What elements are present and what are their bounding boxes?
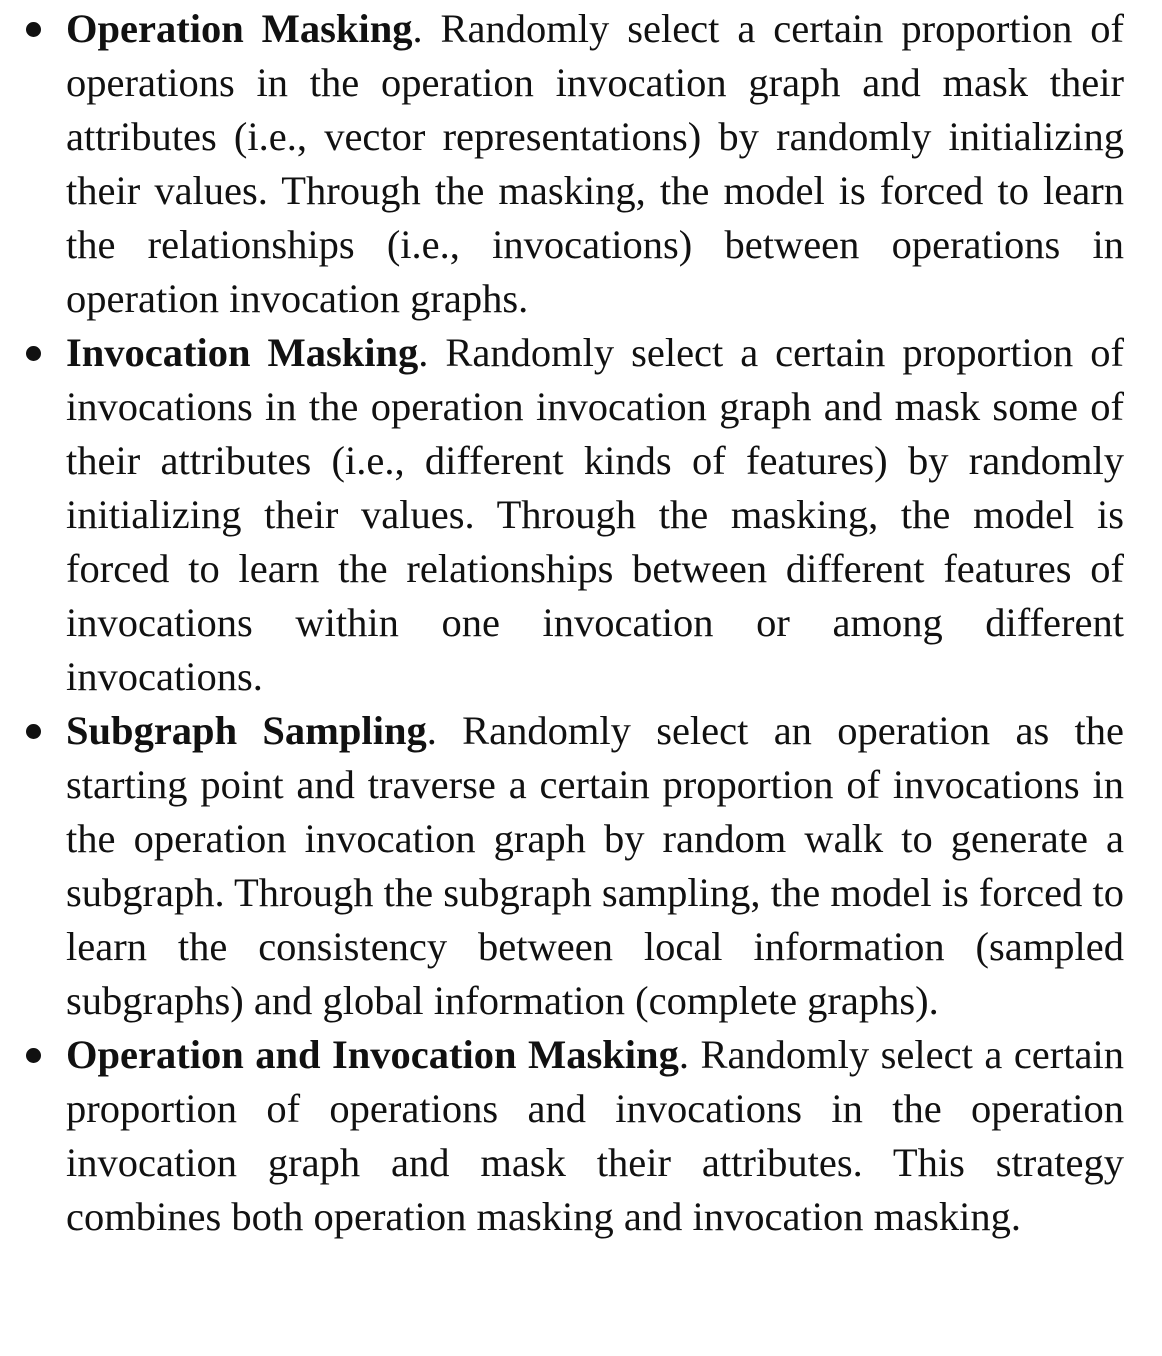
bullet-icon — [26, 22, 41, 37]
bullet-icon — [26, 346, 41, 361]
list-item-operation-masking — [0, 2, 1124, 326]
item-title: Operation Masking — [66, 6, 413, 51]
list-item-subgraph-sampling — [0, 704, 1124, 1028]
item-body: . Randomly select an operation as the starting point and traverse a certain proportion of invocations in the operation invocation graph by random walk to generate a subgraph. Through the subgraph sampling, the model is forced to learn the consistency between local information (sampled subgraphs) and global information (complete graphs). — [66, 708, 1124, 1023]
list-item-operation-and-invocation-masking — [0, 1028, 1124, 1244]
item-title: Subgraph Sampling — [66, 708, 427, 753]
list-item-invocation-masking — [0, 326, 1124, 704]
bullet-icon — [26, 724, 41, 739]
item-body: . Randomly select a certain proportion of operations and invocations in the operation invocation graph and mask their attributes. This strategy combines both operation masking and invocation masking. — [66, 1032, 1124, 1239]
item-body: . Randomly select a certain proportion of operations in the operation invocation graph and mask their attributes (i.e., vector representations) by randomly initializing their values. Through the masking, the model is forced to learn the relationships (i.e., invocations) between operations in operation invocation graphs. — [66, 6, 1125, 321]
item-title: Invocation Masking — [66, 330, 419, 375]
item-body: . Randomly select a certain proportion of invocations in the operation invocation graph and mask some of their attributes (i.e., different kinds of features) by randomly initializing their values. Through the masking, the model is forced to learn the relationships between different features of invocations within one invocation or among different invocations. — [66, 330, 1125, 699]
item-title: Operation and Invocation Masking — [66, 1032, 679, 1077]
strategy-list — [0, 2, 1124, 1244]
bullet-icon — [26, 1048, 41, 1063]
